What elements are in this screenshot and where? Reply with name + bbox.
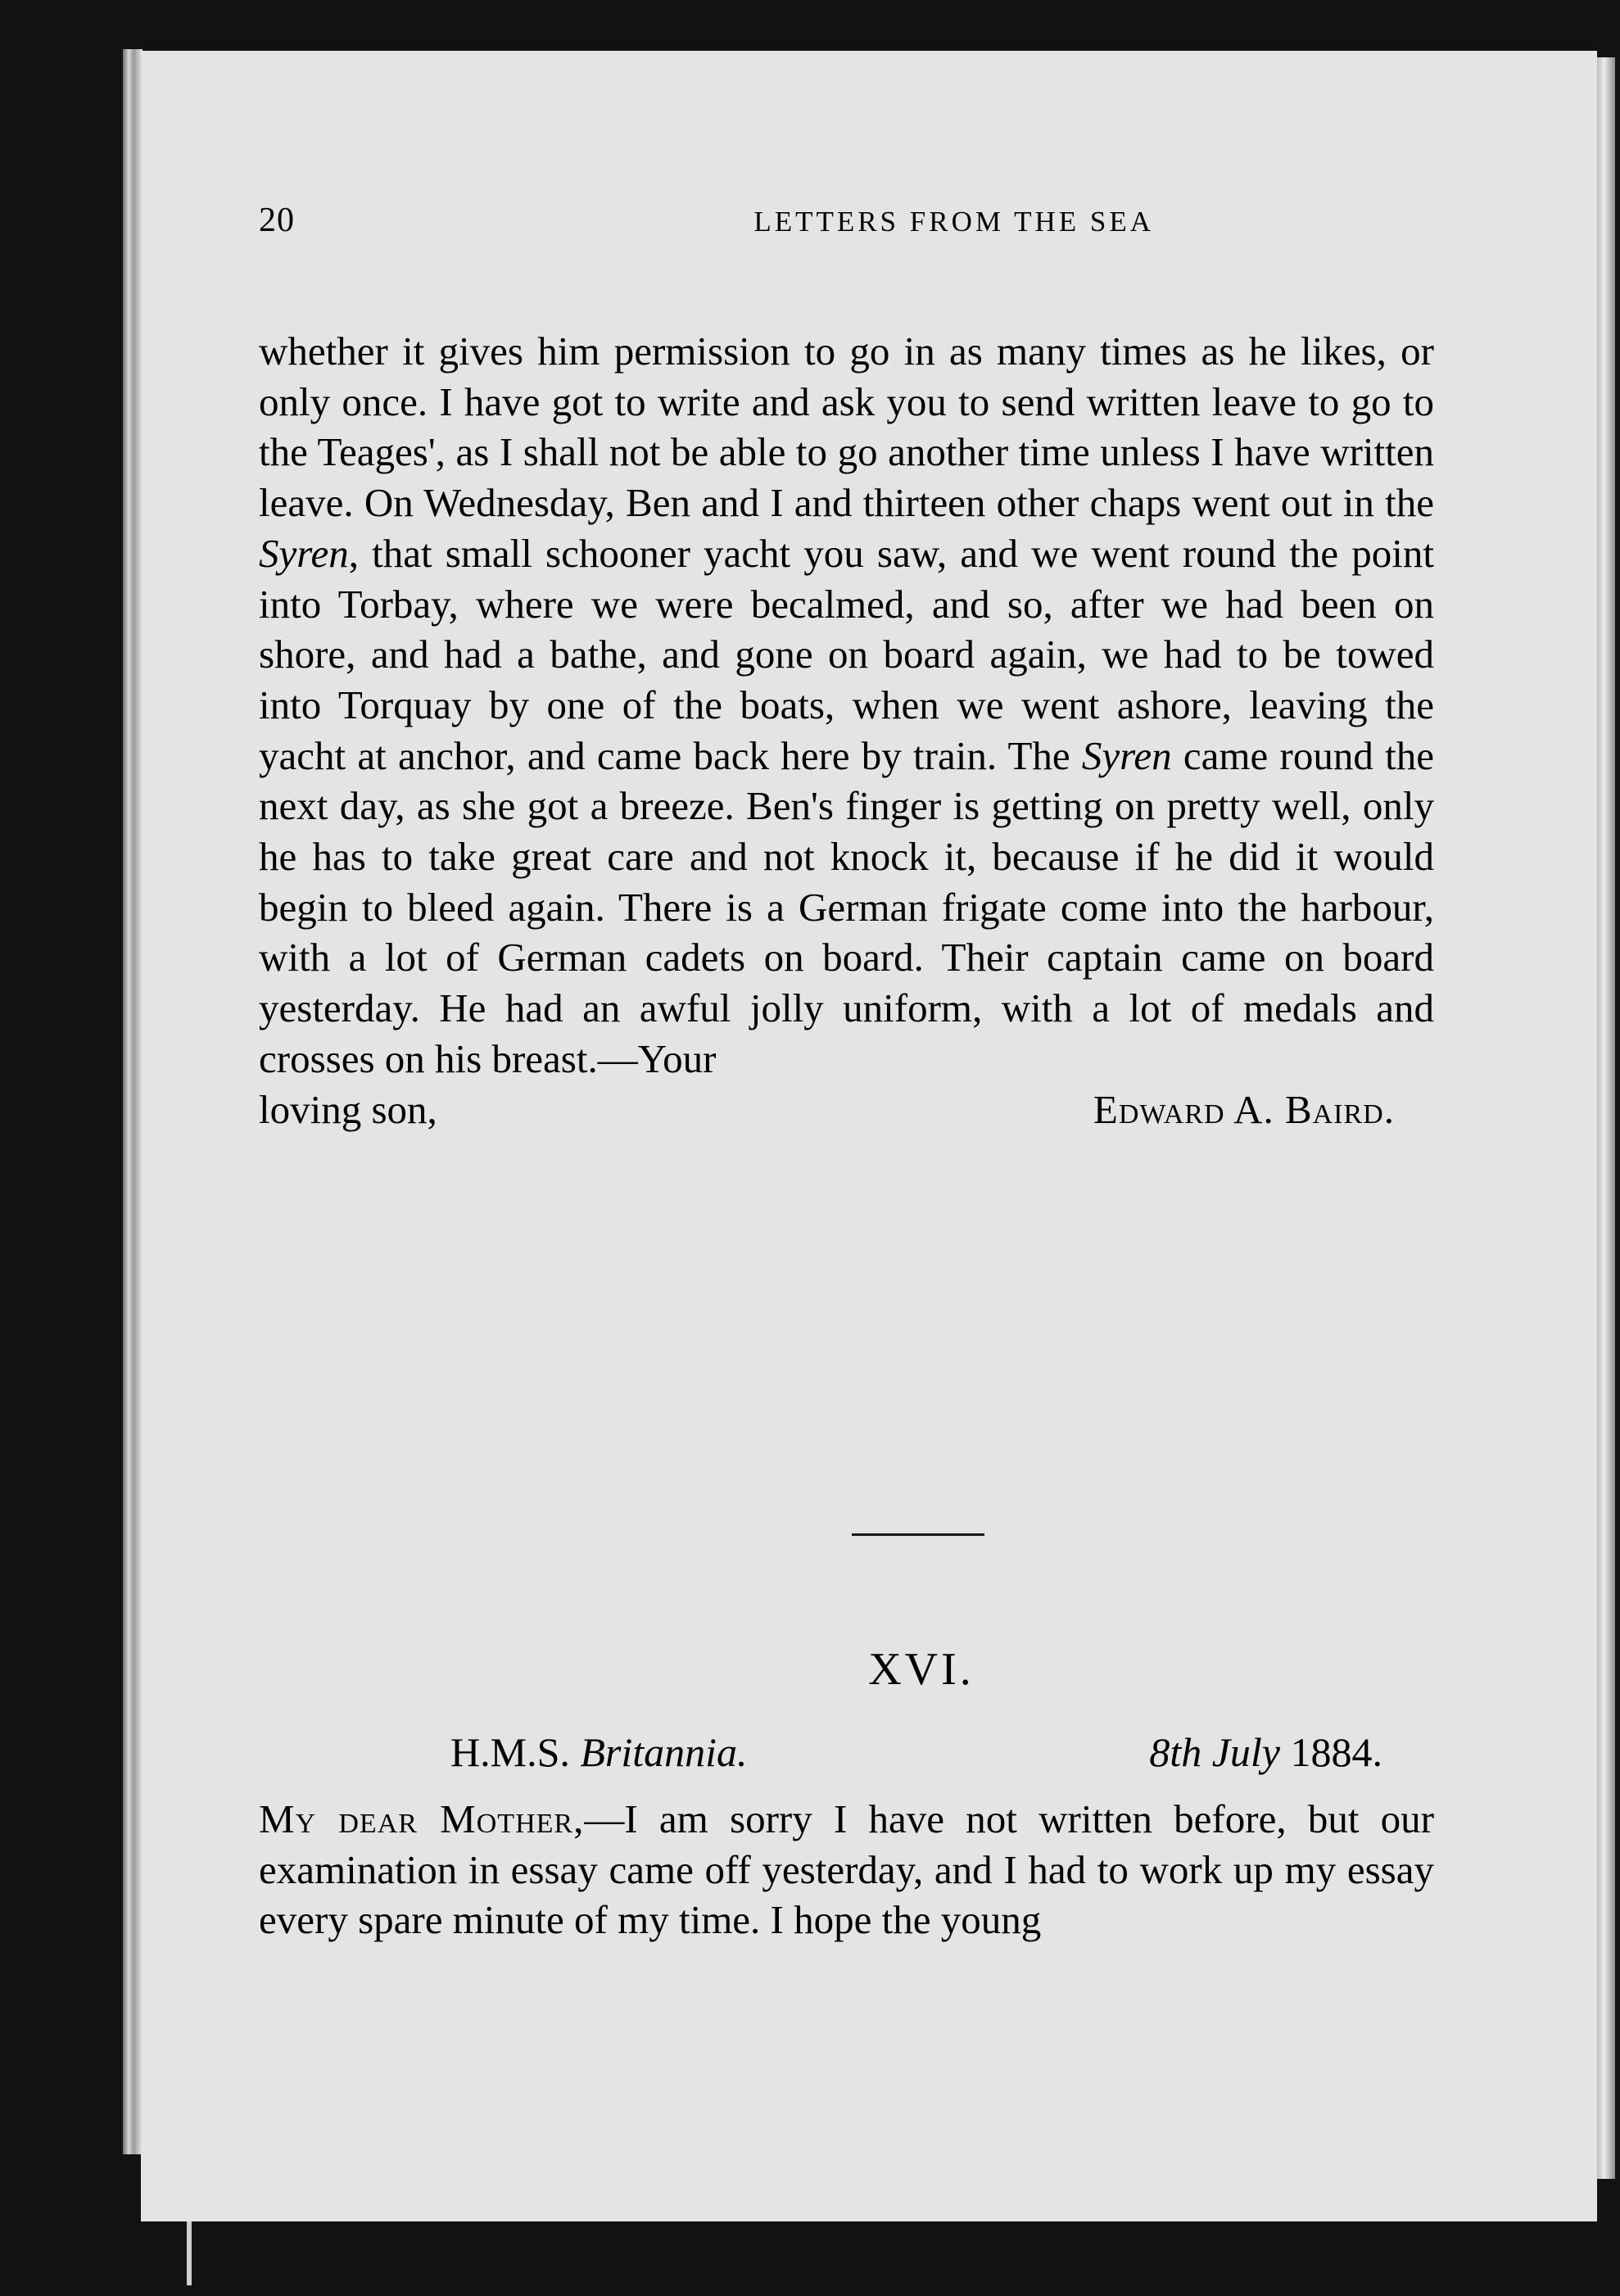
- place-prefix: H.M.S.: [450, 1729, 581, 1775]
- section-heading: XVI.: [868, 1644, 975, 1695]
- date-year: 1884.: [1280, 1729, 1382, 1775]
- page-header: [259, 201, 1164, 240]
- letter-xv-body: [259, 326, 1434, 1134]
- letter-text: , that small schooner yacht you saw, and we went round the point into Torbay, where we were becalmed, and so, after we had been on shore, and had a bathe, and gone on board again, we had to be towed into Torquay by one of the boats, when we went ashore, leaving the yacht at anchor, and came back here by train. The: [259, 530, 1434, 778]
- letter-text: whether it gives him permission to go in as many times as he likes, or only once. I have got to write and ask you to send written leave to go to the Teages', as I shall not be able to go another time unless I have written leave. On Wednesday, Ben and I and thirteen other chaps went out in the: [259, 328, 1434, 526]
- signature: Edward A. Baird.: [1093, 1086, 1395, 1132]
- page-number: 20: [259, 202, 295, 239]
- running-title: LETTERS FROM THE SEA: [753, 206, 1154, 238]
- page-right-edge: [1597, 57, 1615, 2179]
- letter-place: [450, 1728, 748, 1776]
- date-day-month: 8th July: [1149, 1729, 1280, 1775]
- section-divider: [852, 1533, 984, 1536]
- ship-name: Syren: [1081, 732, 1172, 778]
- scan-left-edge: [123, 49, 143, 2154]
- place-ship: Britannia.: [580, 1729, 748, 1775]
- letter-date: [1149, 1728, 1382, 1776]
- closing: loving son,: [259, 1086, 437, 1132]
- letter-signoff: [259, 1085, 1395, 1135]
- ship-name: Syren: [259, 530, 349, 576]
- letter-text: came round the next day, as she got a breeze. Ben's finger is getting on pretty well, only he has to take great care and not knock it, because if he did it would begin to bleed again. There is a German frigate come into the harbour, with a lot of German cadets on board. Their captain came on board yesterday. He had an awful jolly uniform, with a lot of medals and crosses on his breast.—Your: [259, 732, 1434, 1081]
- letter-xvi-body: [259, 1794, 1434, 1945]
- salutation: My dear Mother,: [259, 1796, 585, 1841]
- letter-dateline: [450, 1728, 1382, 1776]
- letter-text: —I am sorry I have not written before, but our examination in essay came off yesterday, and I had to work up my essay every spare minute of my time. I hope the young: [259, 1796, 1434, 1943]
